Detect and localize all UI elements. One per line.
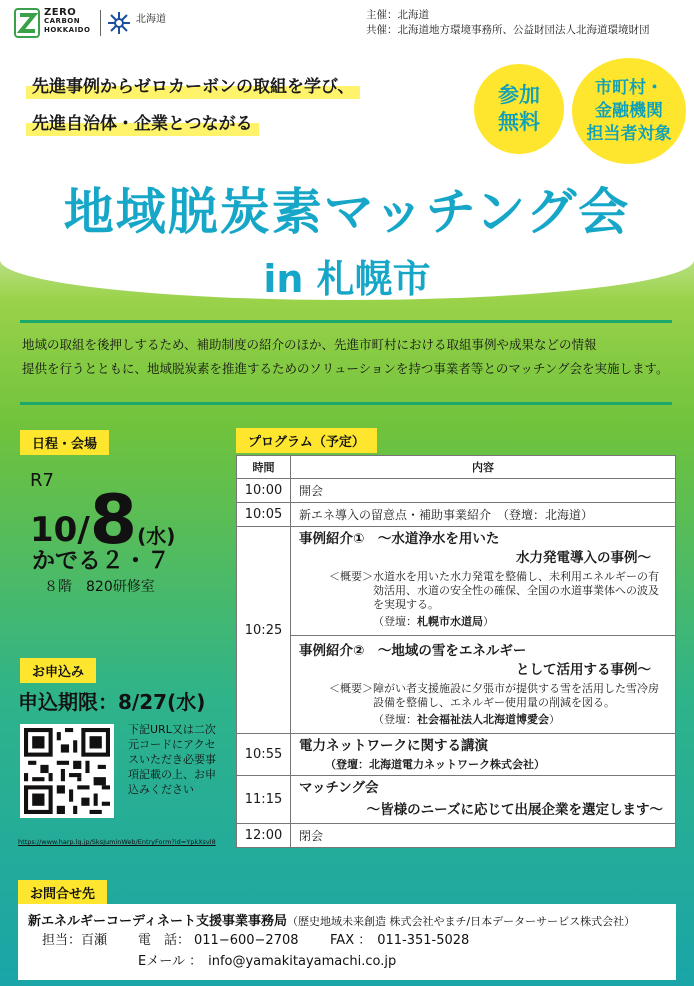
email-link[interactable]: info@yamakitayamachi.co.jp — [208, 954, 397, 969]
row-time: 10:05 — [237, 503, 291, 527]
table-row — [237, 734, 676, 776]
organizer-text: 主催：北海道 — [366, 9, 429, 21]
row-content: 開会 — [291, 479, 676, 503]
program-table — [236, 455, 676, 848]
target-badge — [572, 58, 686, 164]
program-header-row — [237, 456, 676, 479]
contact-person: 担当：百瀬 — [42, 933, 108, 948]
zero-carbon-logo-text — [44, 8, 90, 35]
table-row — [237, 776, 676, 824]
target-badge-line-1: 市町村・ — [595, 77, 663, 98]
cohost-text: 共催：北海道地方環境事務所、公益財団法人北海道環境財団 — [366, 24, 650, 36]
case2-speaker — [299, 711, 667, 727]
lecture-speaker: （登壇：北海道電力ネットワーク株式会社） — [325, 758, 545, 771]
free-badge-line-1: 参加 — [498, 83, 540, 107]
tel-number: 011−600−2708 — [194, 933, 299, 948]
organizers — [366, 8, 650, 38]
hokkaido-label: 北海道 — [136, 14, 166, 25]
matching-title: マッチング会 — [299, 780, 379, 796]
case2-speaker-name: 社会福祉法人北海道博愛会 — [417, 713, 549, 726]
qr-code-icon — [24, 728, 110, 814]
email-label: Eメール ： — [138, 954, 203, 969]
case2-title-b: として活用する事例～ — [516, 662, 651, 678]
case2-summary — [299, 682, 667, 710]
case2-speaker-prefix: （登壇： — [373, 713, 417, 726]
lecture-cell — [291, 734, 676, 776]
case2-summary-key: ＜概要＞ — [329, 682, 373, 695]
intro-line-1: 地域の取組を後押しするため、補助制度の紹介のほか、先進市町村における取組事例や成果などの情報 — [22, 337, 597, 352]
logo-carbon-text: CARBON — [44, 17, 81, 25]
case2-summary-text: 障がい者支援施設に夕張市が提供する雪を活用した雪冷房設備を整備し、エネルギー使用量の削減を図る。 — [373, 682, 659, 709]
table-row — [237, 824, 676, 848]
logo-zero-text: ZERO — [44, 7, 77, 18]
zero-carbon-logo-icon — [14, 8, 40, 38]
tel-label: 電 話： — [138, 933, 191, 948]
contact-office: 新エネルギーコーディネート支援事業事務局 — [28, 914, 287, 929]
tagline — [26, 70, 360, 144]
row-content: 新エネ導入の留意点・補助事業紹介 （登壇：北海道） — [291, 503, 676, 527]
contact-label: お問合せ先 — [18, 880, 107, 905]
contact-cooperators: （歴史地域未来創造 株式会社やまチ/日本データーサービス株式会社） — [286, 915, 636, 928]
apply-deadline: 申込期限：8/27(水) — [18, 690, 206, 714]
row-time: 10:25 — [237, 527, 291, 734]
apply-url-link[interactable]: https://www.harp.lg.jp/SksJuminWeb/EntryForm?id=YpkXsvl8 — [18, 838, 216, 846]
main-title: 地域脱炭素マッチング会 — [63, 183, 631, 241]
apply-label: お申込み — [20, 658, 96, 683]
hokkaido-emblem-icon — [106, 10, 132, 36]
row-time: 10:55 — [237, 734, 291, 776]
event-date — [30, 470, 176, 595]
free-badge-line-2: 無料 — [498, 110, 540, 134]
intro-top-divider — [20, 320, 672, 323]
event-venue: かでる２・７ — [32, 548, 170, 574]
schedule-label: 日程・会場 — [20, 430, 109, 455]
lecture-title: 電力ネットワークに関する講演 — [299, 738, 488, 754]
intro-line-2: 提供を行うとともに、地域脱炭素を推進するためのソリューションを持つ事業者等とのマッチング会を実施します。 — [22, 361, 669, 376]
case1-speaker — [299, 613, 667, 629]
table-row — [237, 527, 676, 734]
matching-cell — [291, 776, 676, 824]
target-badge-line-2: 金融機関 — [595, 100, 663, 121]
table-row — [237, 503, 676, 527]
contact-box — [18, 904, 676, 980]
logo-separator — [100, 10, 101, 36]
event-month: 10/ — [30, 510, 90, 550]
apply-instructions: 下記URL又は二次元コードにアクセスいただき必要事項記載の上、お申込みください — [128, 723, 216, 796]
free-badge — [474, 64, 564, 154]
case1-title-a: 事例紹介① ～水道浄水を用いた — [299, 531, 500, 547]
case1-speaker-prefix: （登壇： — [373, 615, 417, 628]
case2-title-a: 事例紹介② ～地域の雪をエネルギー — [299, 643, 527, 659]
case-divider — [291, 635, 675, 636]
case-studies-cell — [291, 527, 676, 734]
logo-hokkaido-text: HOKKAIDO — [44, 26, 91, 34]
row-content: 閉会 — [291, 824, 676, 848]
table-row — [237, 479, 676, 503]
tagline-line-2: 先進自治体・企業とつながる — [26, 107, 259, 136]
registration-qr-code[interactable] — [20, 724, 114, 818]
header — [0, 0, 694, 52]
contact-email-line — [28, 952, 666, 971]
row-time: 10:00 — [237, 479, 291, 503]
fax-number: 011-351-5028 — [377, 933, 470, 948]
case1-speaker-suffix: ） — [483, 615, 494, 628]
case2-speaker-suffix: ） — [549, 713, 560, 726]
case1-title-b: 水力発電導入の事例～ — [516, 550, 651, 566]
col-content-header: 内容 — [291, 456, 676, 479]
event-day: 8 — [89, 481, 138, 560]
intro-text — [22, 333, 682, 381]
case1-summary-text: 水道水を用いた水力発電を整備し、未利用エネルギーの有効活用、水道の安全性の確保、全国の水道事業体への波及を実現する。 — [373, 570, 659, 611]
program-label: プログラム（予定） — [236, 428, 377, 453]
matching-subtitle: ～皆様のニーズに応じて出展企業を選定します～ — [366, 802, 663, 818]
event-era: R7 — [30, 470, 54, 491]
contact-phone-line — [28, 931, 666, 950]
fax-label: FAX ： — [330, 933, 372, 948]
case1-summary-key: ＜概要＞ — [329, 570, 373, 583]
col-time-header: 時間 — [237, 456, 291, 479]
case1-speaker-name: 札幌市水道局 — [417, 615, 483, 628]
contact-office-line — [28, 910, 666, 929]
case1-summary — [299, 570, 667, 612]
event-weekday: (水) — [137, 524, 176, 548]
intro-bottom-divider — [20, 402, 672, 405]
target-badge-line-3: 担当者対象 — [586, 123, 672, 144]
sub-title: in 札幌市 — [263, 257, 431, 301]
tagline-line-1: 先進事例からゼロカーボンの取組を学び、 — [26, 70, 360, 99]
row-time: 12:00 — [237, 824, 291, 848]
row-time: 11:15 — [237, 776, 291, 824]
event-room: ８階 820研修室 — [44, 579, 155, 595]
